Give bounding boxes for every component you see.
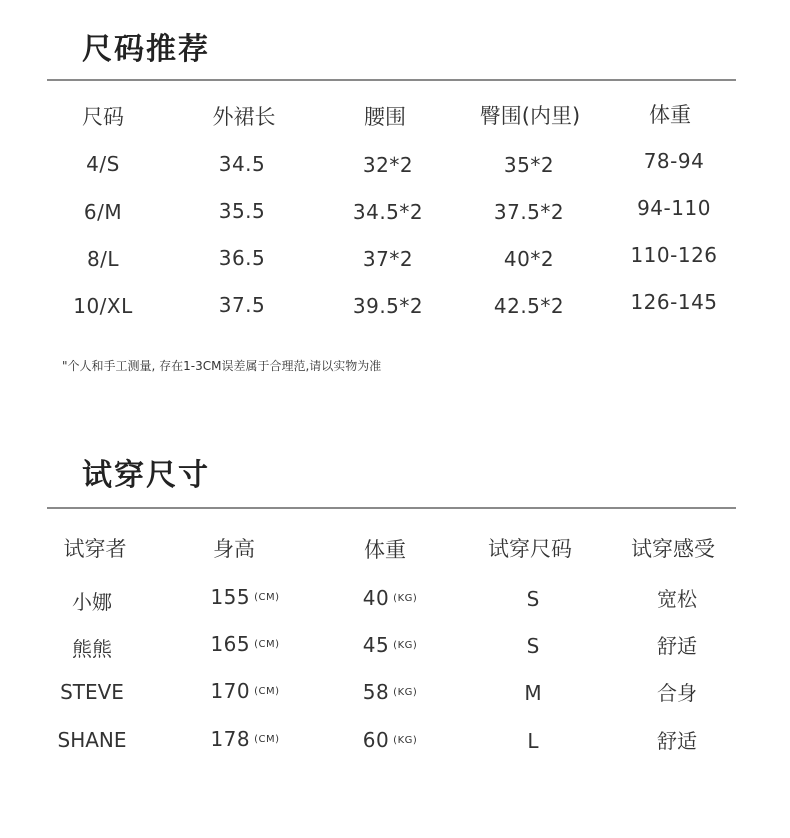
size-cell: 37.5 [218,293,266,317]
size-cell: 36.5 [218,246,266,270]
size-header-waist: 腰围 [364,105,406,129]
size-cell: 35*2 [503,153,555,177]
tester-name: 熊熊 [72,637,112,661]
tester-weight: 58 $^{(KG)}$ [362,680,418,704]
size-recommendation-title: 尺码推荐 [82,32,210,67]
tester-name: STEVE [60,680,124,704]
size-cell: 126-145 [630,290,718,314]
size-cell: 40*2 [503,247,555,271]
tester-size: M [524,681,542,705]
size-cell: 37.5*2 [493,200,565,224]
size-cell: 10/XL [73,294,133,318]
size-cell: 94-110 [637,196,711,220]
size-header-skirt-length: 外裙长 [212,105,276,129]
tester-height: 178 $^{(CM)}$ [210,727,280,751]
fit-test-title: 试穿尺寸 [82,458,210,493]
tester-size: L [527,729,539,753]
size-cell: 42.5*2 [493,294,565,318]
fit-header-size: 试穿尺码 [488,537,572,561]
tester-height: 170 $^{(CM)}$ [210,679,280,703]
tester-feeling: 舒适 [657,634,697,658]
size-cell: 78-94 [643,149,705,173]
tester-height: 155 $^{(CM)}$ [210,585,280,609]
tester-feeling: 宽松 [657,587,697,611]
size-cell: 35.5 [218,199,266,223]
tester-size: S [526,634,540,658]
size-cell: 4/S [86,152,120,176]
tester-height: 165 $^{(CM)}$ [210,632,280,656]
tester-size: S [526,587,540,611]
fit-header-weight: 体重 [364,538,406,562]
fit-header-feeling: 试穿感受 [631,537,715,561]
fit-header-height: 身高 [213,537,255,561]
size-section-divider [47,79,736,81]
fit-header-tester: 试穿者 [63,537,127,561]
measurement-note: "个人和手工测量, 存在1-3CM误差属于合理范,请以实物为准 [62,359,382,373]
tester-feeling: 舒适 [657,729,697,753]
tester-weight: 45 $^{(KG)}$ [362,633,418,657]
size-cell: 110-126 [630,243,718,267]
size-cell: 32*2 [362,153,414,177]
tester-weight: 60 $^{(KG)}$ [362,728,418,752]
size-header-hip: 臀围(内里) [479,104,581,128]
tester-feeling: 合身 [657,681,697,705]
size-cell: 39.5*2 [352,294,424,318]
size-cell: 34.5*2 [352,200,424,224]
size-header-size: 尺码 [82,105,124,129]
size-header-weight: 体重 [649,103,691,127]
tester-name: 小娜 [72,590,112,614]
size-cell: 37*2 [362,247,414,271]
tester-weight: 40 $^{(KG)}$ [362,586,418,610]
size-cell: 34.5 [218,152,266,176]
size-cell: 8/L [86,247,120,271]
size-cell: 6/M [83,200,123,224]
tester-name: SHANE [57,728,127,752]
fit-section-divider [47,507,736,509]
